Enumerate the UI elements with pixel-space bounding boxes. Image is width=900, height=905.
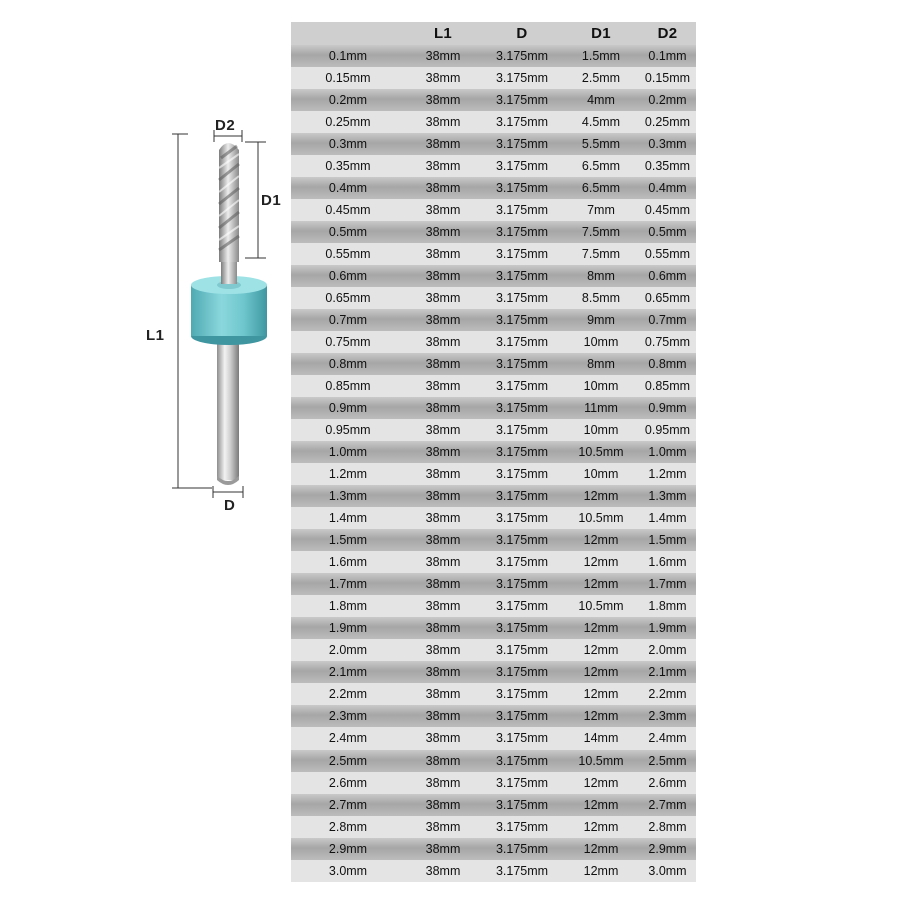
cell-d2: 2.5mm (639, 750, 696, 772)
cell-d1: 12mm (563, 794, 639, 816)
cell-d1: 8.5mm (563, 287, 639, 309)
cell-d2: 1.5mm (639, 529, 696, 551)
cell-l1: 38mm (405, 794, 481, 816)
cell-l1: 38mm (405, 375, 481, 397)
header-d2: D2 (639, 22, 696, 45)
cell-size: 3.0mm (291, 860, 405, 882)
cell-size: 0.95mm (291, 419, 405, 441)
cell-size: 0.3mm (291, 133, 405, 155)
header-size (291, 22, 405, 45)
cell-l1: 38mm (405, 441, 481, 463)
cell-size: 2.4mm (291, 727, 405, 749)
cell-d2: 0.1mm (639, 45, 696, 67)
table-row (291, 573, 696, 595)
cell-d2: 0.45mm (639, 199, 696, 221)
cell-d1: 12mm (563, 551, 639, 573)
table-row (291, 551, 696, 573)
cell-d: 3.175mm (481, 397, 563, 419)
table-row (291, 441, 696, 463)
cell-d2: 0.9mm (639, 397, 696, 419)
cell-d: 3.175mm (481, 265, 563, 287)
cell-d1: 9mm (563, 309, 639, 331)
header-d: D (481, 22, 563, 45)
cell-d: 3.175mm (481, 772, 563, 794)
cell-size: 0.2mm (291, 89, 405, 111)
table-row (291, 683, 696, 705)
table-row (291, 221, 696, 243)
table-row (291, 89, 696, 111)
table-row (291, 485, 696, 507)
drill-bit-diagram (0, 0, 290, 900)
cell-d2: 0.4mm (639, 177, 696, 199)
cell-d1: 12mm (563, 838, 639, 860)
cell-d2: 2.4mm (639, 727, 696, 749)
cell-l1: 38mm (405, 177, 481, 199)
cell-d1: 12mm (563, 573, 639, 595)
cell-d2: 1.6mm (639, 551, 696, 573)
cell-d1: 8mm (563, 353, 639, 375)
cell-d: 3.175mm (481, 221, 563, 243)
cell-l1: 38mm (405, 573, 481, 595)
drill-bit-drawing (0, 0, 290, 900)
cell-l1: 38mm (405, 89, 481, 111)
cell-d2: 1.0mm (639, 441, 696, 463)
label-l1: L1 (146, 327, 165, 344)
cell-d1: 10.5mm (563, 595, 639, 617)
table-row (291, 375, 696, 397)
cell-size: 2.7mm (291, 794, 405, 816)
table-row (291, 705, 696, 727)
cell-l1: 38mm (405, 419, 481, 441)
cell-size: 0.65mm (291, 287, 405, 309)
spec-table (291, 22, 696, 882)
table-row (291, 397, 696, 419)
cell-l1: 38mm (405, 463, 481, 485)
cell-d: 3.175mm (481, 199, 563, 221)
cell-d: 3.175mm (481, 683, 563, 705)
cell-l1: 38mm (405, 772, 481, 794)
table-row (291, 661, 696, 683)
table-row (291, 265, 696, 287)
cell-d1: 12mm (563, 529, 639, 551)
cell-size: 0.9mm (291, 397, 405, 419)
cell-d1: 12mm (563, 661, 639, 683)
cell-size: 1.8mm (291, 595, 405, 617)
cell-d2: 0.25mm (639, 111, 696, 133)
cell-d1: 1.5mm (563, 45, 639, 67)
cell-d1: 11mm (563, 397, 639, 419)
cell-size: 1.5mm (291, 529, 405, 551)
cell-size: 2.3mm (291, 705, 405, 727)
cell-l1: 38mm (405, 705, 481, 727)
cell-l1: 38mm (405, 331, 481, 353)
table-row (291, 353, 696, 375)
cell-d2: 0.8mm (639, 353, 696, 375)
cell-d: 3.175mm (481, 529, 563, 551)
cell-d1: 6.5mm (563, 177, 639, 199)
cell-d2: 2.8mm (639, 816, 696, 838)
cell-d2: 2.6mm (639, 772, 696, 794)
header-l1: L1 (405, 22, 481, 45)
table-body (291, 45, 696, 882)
cell-size: 0.45mm (291, 199, 405, 221)
cell-d1: 10.5mm (563, 441, 639, 463)
cell-d: 3.175mm (481, 133, 563, 155)
cell-size: 2.1mm (291, 661, 405, 683)
cell-l1: 38mm (405, 397, 481, 419)
cell-size: 0.1mm (291, 45, 405, 67)
label-d: D (224, 497, 236, 514)
cell-d1: 10.5mm (563, 507, 639, 529)
cell-d: 3.175mm (481, 750, 563, 772)
table-row (291, 595, 696, 617)
cell-d: 3.175mm (481, 441, 563, 463)
cell-d1: 12mm (563, 485, 639, 507)
table-row (291, 243, 696, 265)
cell-d2: 0.7mm (639, 309, 696, 331)
cell-d1: 7.5mm (563, 243, 639, 265)
cell-d: 3.175mm (481, 155, 563, 177)
cell-d: 3.175mm (481, 309, 563, 331)
cell-d: 3.175mm (481, 595, 563, 617)
cell-size: 2.9mm (291, 838, 405, 860)
cell-l1: 38mm (405, 67, 481, 89)
drill-collar (191, 276, 267, 345)
cell-l1: 38mm (405, 838, 481, 860)
cell-d: 3.175mm (481, 375, 563, 397)
cell-l1: 38mm (405, 551, 481, 573)
cell-d1: 12mm (563, 860, 639, 882)
cell-d2: 0.65mm (639, 287, 696, 309)
cell-size: 0.75mm (291, 331, 405, 353)
cell-l1: 38mm (405, 529, 481, 551)
cell-d1: 10mm (563, 375, 639, 397)
label-d1: D1 (261, 192, 282, 209)
table-row (291, 838, 696, 860)
cell-l1: 38mm (405, 133, 481, 155)
cell-d2: 2.0mm (639, 639, 696, 661)
table-row (291, 617, 696, 639)
table-row (291, 155, 696, 177)
cell-size: 0.15mm (291, 67, 405, 89)
cell-d1: 10.5mm (563, 750, 639, 772)
cell-l1: 38mm (405, 353, 481, 375)
cell-d2: 1.7mm (639, 573, 696, 595)
cell-d2: 0.75mm (639, 331, 696, 353)
cell-d: 3.175mm (481, 573, 563, 595)
cell-d: 3.175mm (481, 353, 563, 375)
cell-l1: 38mm (405, 221, 481, 243)
cell-size: 0.5mm (291, 221, 405, 243)
cell-d: 3.175mm (481, 617, 563, 639)
cell-l1: 38mm (405, 45, 481, 67)
cell-size: 2.8mm (291, 816, 405, 838)
cell-d1: 7mm (563, 199, 639, 221)
cell-d1: 8mm (563, 265, 639, 287)
drill-flutes (219, 143, 239, 262)
cell-size: 0.35mm (291, 155, 405, 177)
cell-d: 3.175mm (481, 838, 563, 860)
table-row (291, 529, 696, 551)
table-row (291, 45, 696, 67)
cell-d2: 0.95mm (639, 419, 696, 441)
table-row (291, 727, 696, 749)
cell-l1: 38mm (405, 860, 481, 882)
cell-l1: 38mm (405, 155, 481, 177)
cell-d2: 0.35mm (639, 155, 696, 177)
cell-d1: 12mm (563, 772, 639, 794)
cell-d: 3.175mm (481, 177, 563, 199)
cell-d2: 0.3mm (639, 133, 696, 155)
cell-size: 1.2mm (291, 463, 405, 485)
cell-d1: 12mm (563, 705, 639, 727)
cell-l1: 38mm (405, 617, 481, 639)
cell-d2: 0.6mm (639, 265, 696, 287)
cell-d: 3.175mm (481, 111, 563, 133)
cell-size: 2.6mm (291, 772, 405, 794)
cell-d1: 2.5mm (563, 67, 639, 89)
cell-size: 2.0mm (291, 639, 405, 661)
table-row (291, 507, 696, 529)
table-row (291, 419, 696, 441)
cell-d1: 12mm (563, 816, 639, 838)
cell-d: 3.175mm (481, 67, 563, 89)
cell-d: 3.175mm (481, 507, 563, 529)
table-row (291, 750, 696, 772)
table-header-row (291, 22, 696, 45)
cell-d: 3.175mm (481, 639, 563, 661)
label-d2: D2 (215, 117, 236, 134)
table-row (291, 639, 696, 661)
cell-l1: 38mm (405, 287, 481, 309)
table-row (291, 816, 696, 838)
cell-d1: 4.5mm (563, 111, 639, 133)
cell-d: 3.175mm (481, 661, 563, 683)
table-row (291, 309, 696, 331)
cell-l1: 38mm (405, 265, 481, 287)
table-row (291, 133, 696, 155)
cell-d2: 1.4mm (639, 507, 696, 529)
cell-d1: 5.5mm (563, 133, 639, 155)
cell-l1: 38mm (405, 816, 481, 838)
cell-d2: 3.0mm (639, 860, 696, 882)
cell-d: 3.175mm (481, 485, 563, 507)
cell-d1: 10mm (563, 463, 639, 485)
cell-d: 3.175mm (481, 243, 563, 265)
cell-size: 0.4mm (291, 177, 405, 199)
table-row (291, 287, 696, 309)
cell-size: 1.0mm (291, 441, 405, 463)
cell-size: 1.9mm (291, 617, 405, 639)
cell-d1: 7.5mm (563, 221, 639, 243)
cell-d: 3.175mm (481, 551, 563, 573)
cell-d1: 12mm (563, 639, 639, 661)
cell-l1: 38mm (405, 243, 481, 265)
cell-size: 0.25mm (291, 111, 405, 133)
cell-d2: 0.2mm (639, 89, 696, 111)
cell-d: 3.175mm (481, 419, 563, 441)
cell-d: 3.175mm (481, 860, 563, 882)
header-d1: D1 (563, 22, 639, 45)
cell-l1: 38mm (405, 507, 481, 529)
cell-size: 2.5mm (291, 750, 405, 772)
cell-size: 0.55mm (291, 243, 405, 265)
cell-d: 3.175mm (481, 287, 563, 309)
table-row (291, 794, 696, 816)
cell-d: 3.175mm (481, 89, 563, 111)
cell-l1: 38mm (405, 661, 481, 683)
table-row (291, 177, 696, 199)
cell-d: 3.175mm (481, 463, 563, 485)
cell-size: 1.4mm (291, 507, 405, 529)
cell-l1: 38mm (405, 683, 481, 705)
cell-l1: 38mm (405, 727, 481, 749)
cell-d1: 4mm (563, 89, 639, 111)
table-row (291, 331, 696, 353)
cell-l1: 38mm (405, 639, 481, 661)
cell-size: 2.2mm (291, 683, 405, 705)
drill-shank (217, 330, 239, 480)
cell-l1: 38mm (405, 309, 481, 331)
cell-d2: 2.7mm (639, 794, 696, 816)
table-row (291, 463, 696, 485)
cell-d: 3.175mm (481, 794, 563, 816)
cell-d1: 14mm (563, 727, 639, 749)
cell-d2: 0.85mm (639, 375, 696, 397)
cell-d2: 2.2mm (639, 683, 696, 705)
cell-size: 1.3mm (291, 485, 405, 507)
cell-d2: 1.8mm (639, 595, 696, 617)
cell-l1: 38mm (405, 111, 481, 133)
cell-d1: 10mm (563, 331, 639, 353)
cell-d2: 0.5mm (639, 221, 696, 243)
cell-size: 1.7mm (291, 573, 405, 595)
cell-d2: 2.3mm (639, 705, 696, 727)
table-row (291, 199, 696, 221)
cell-d2: 0.55mm (639, 243, 696, 265)
table-row (291, 111, 696, 133)
cell-l1: 38mm (405, 750, 481, 772)
cell-size: 0.85mm (291, 375, 405, 397)
cell-d2: 1.9mm (639, 617, 696, 639)
cell-d2: 2.1mm (639, 661, 696, 683)
cell-d1: 6.5mm (563, 155, 639, 177)
cell-d: 3.175mm (481, 816, 563, 838)
table-row (291, 860, 696, 882)
cell-d2: 1.2mm (639, 463, 696, 485)
cell-l1: 38mm (405, 199, 481, 221)
cell-d2: 2.9mm (639, 838, 696, 860)
cell-size: 0.7mm (291, 309, 405, 331)
table-row (291, 67, 696, 89)
cell-d1: 10mm (563, 419, 639, 441)
cell-size: 0.8mm (291, 353, 405, 375)
cell-d1: 12mm (563, 617, 639, 639)
cell-size: 1.6mm (291, 551, 405, 573)
cell-l1: 38mm (405, 485, 481, 507)
cell-d: 3.175mm (481, 331, 563, 353)
cell-d: 3.175mm (481, 705, 563, 727)
cell-d: 3.175mm (481, 727, 563, 749)
table-row (291, 772, 696, 794)
cell-d2: 0.15mm (639, 67, 696, 89)
cell-l1: 38mm (405, 595, 481, 617)
cell-size: 0.6mm (291, 265, 405, 287)
cell-d1: 12mm (563, 683, 639, 705)
cell-d2: 1.3mm (639, 485, 696, 507)
cell-d: 3.175mm (481, 45, 563, 67)
